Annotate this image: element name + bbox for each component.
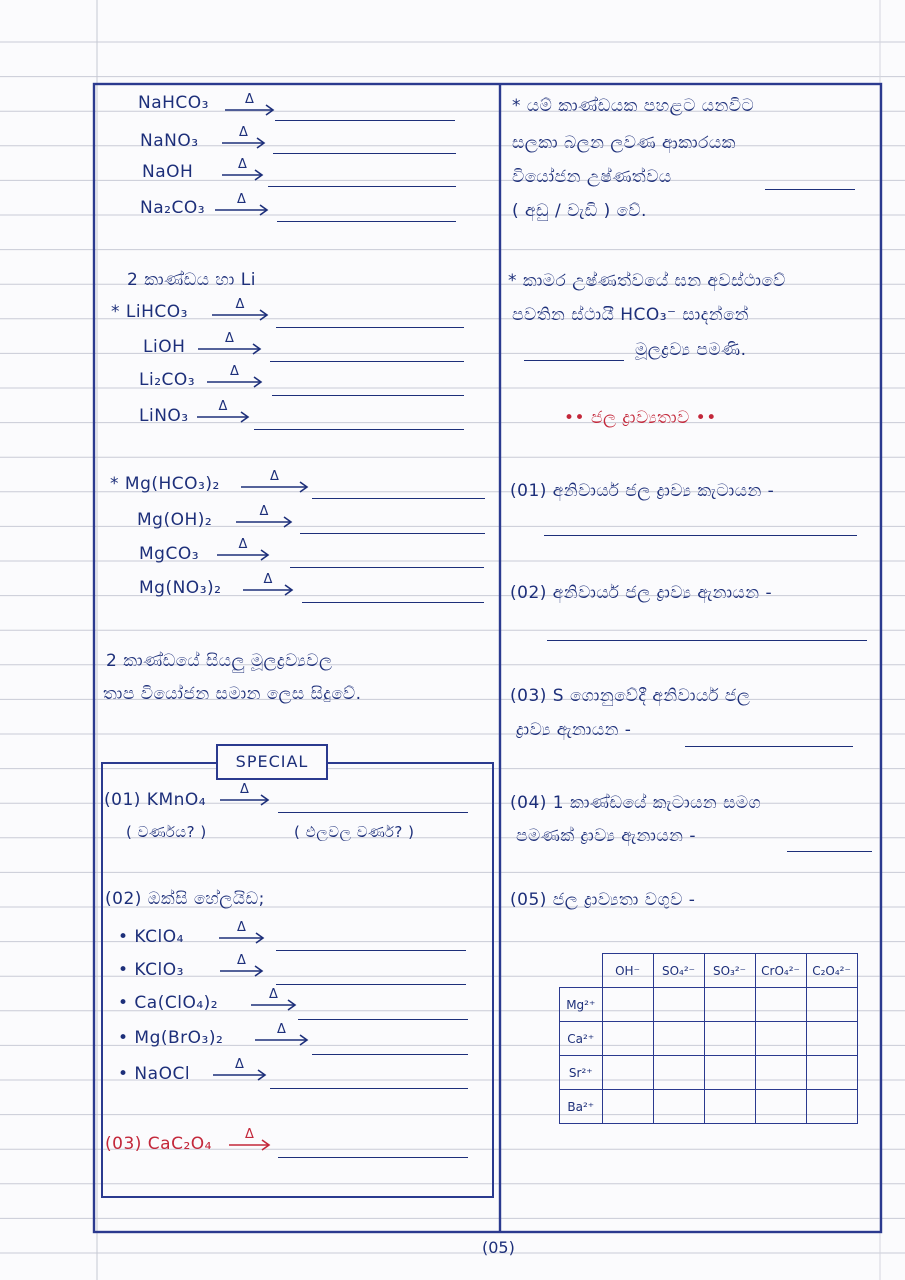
table-cell xyxy=(806,1056,857,1090)
trend-note-line4: ( අඩු / වැඩි ) වේ. xyxy=(512,201,647,221)
table-cell xyxy=(755,1090,806,1124)
svg-text:Δ: Δ xyxy=(238,157,247,172)
table-cell xyxy=(755,1056,806,1090)
svg-text:Δ: Δ xyxy=(245,1127,254,1142)
heat-arrow-icon xyxy=(215,192,271,222)
heat-arrow-icon xyxy=(220,953,266,983)
col-header-cro4: CrO₄²⁻ xyxy=(755,954,806,988)
kmno4-colour-question: ( වර්ණය? ) xyxy=(126,823,207,841)
heat-arrow-icon xyxy=(212,297,271,327)
trend-note-line3: වියෝජන උෂ්ණත්වය xyxy=(512,167,672,187)
reaction-lino3: LiNO₃ xyxy=(139,406,189,426)
answer-line xyxy=(273,153,456,154)
answer-line xyxy=(270,1088,468,1089)
kmno4-products-question: ( ඵලවල වර්ණ? ) xyxy=(294,823,415,841)
answer-line xyxy=(312,498,485,499)
col-header-c2o4: C₂O₄²⁻ xyxy=(806,954,857,988)
answer-line xyxy=(544,535,857,536)
oxy-halides-heading: (02) ඔක්සි හේලයිඩ; xyxy=(105,889,265,909)
svg-text:Δ: Δ xyxy=(240,782,249,797)
answer-line xyxy=(685,746,853,747)
heat-arrow-icon xyxy=(219,920,267,950)
reaction-lioh: LiOH xyxy=(143,337,186,357)
answer-line xyxy=(765,189,855,190)
answer-line xyxy=(298,1019,468,1020)
group2-note-line2: තාප වියෝජන සමාන ලෙස සිදුවේ. xyxy=(103,684,362,704)
answer-line xyxy=(276,950,466,951)
row-header-ca: Ca²⁺ xyxy=(560,1022,603,1056)
hco3-note-line3: මූලද්‍රව්‍ය පමණි. xyxy=(635,340,747,360)
table-cell xyxy=(704,988,755,1022)
reaction-caclo42: • Ca(ClO₄)₂ xyxy=(118,993,219,1013)
page-number: (05) xyxy=(482,1238,515,1257)
table-cell xyxy=(806,1090,857,1124)
answer-line xyxy=(524,360,624,361)
col-header-oh: OH⁻ xyxy=(602,954,653,988)
svg-text:Δ: Δ xyxy=(230,364,239,379)
table-cell xyxy=(602,1056,653,1090)
svg-text:Δ: Δ xyxy=(235,1057,244,1072)
question-04-line2: පමණක් ද්‍රාව්‍ය ඇනායන - xyxy=(516,826,696,846)
heat-arrow-icon xyxy=(197,399,252,429)
special-item-kmno4: (01) KMnO₄ xyxy=(104,790,207,810)
heat-arrow-icon xyxy=(255,1022,311,1052)
answer-line xyxy=(300,533,485,534)
reaction-nahco3: NaHCO₃ xyxy=(138,93,209,113)
reaction-naocl: • NaOCl xyxy=(118,1064,191,1084)
reaction-li2co3: Li₂CO₃ xyxy=(139,370,196,390)
reaction-kclo3: • KClO₃ xyxy=(118,960,184,980)
answer-line xyxy=(272,395,464,396)
answer-line xyxy=(276,984,466,985)
question-02: (02) අනිවාර්ය ජල ද්‍රාව්‍ය ඇනායන - xyxy=(510,583,773,603)
heat-arrow-icon xyxy=(241,469,311,499)
table-cell xyxy=(602,1022,653,1056)
answer-line xyxy=(302,602,484,603)
heat-arrow-icon xyxy=(236,504,295,534)
svg-text:Δ: Δ xyxy=(225,331,234,346)
answer-line xyxy=(278,1157,468,1158)
heat-arrow-icon xyxy=(251,987,299,1017)
trend-note-line2: සලකා බලන ලවණ ආකාරයක xyxy=(512,133,736,153)
group2-note-line1: 2 කාණ්ඩයේ සියලු මූලද්‍රව්‍යවල xyxy=(106,651,333,671)
svg-text:Δ: Δ xyxy=(238,537,248,552)
svg-text:Δ: Δ xyxy=(259,504,269,519)
answer-line xyxy=(290,567,484,568)
heat-arrow-icon xyxy=(222,157,266,187)
li-heading: 2 කාණ්ඩය හා Li xyxy=(127,270,257,290)
heat-arrow-icon xyxy=(217,537,272,567)
answer-line xyxy=(312,1054,468,1055)
table-cell xyxy=(653,1022,704,1056)
svg-text:Δ: Δ xyxy=(263,572,273,587)
heat-arrow-icon xyxy=(207,364,265,394)
reaction-mgbro32: • Mg(BrO₃)₂ xyxy=(118,1028,224,1048)
table-corner xyxy=(560,954,603,988)
question-01: (01) අනිවාර්ය ජල ද්‍රාව්‍ය කැටායන - xyxy=(510,481,775,501)
reaction-cac2o4: (03) CaC₂O₄ xyxy=(105,1134,212,1154)
table-cell xyxy=(602,1090,653,1124)
svg-text:Δ: Δ xyxy=(270,469,279,484)
svg-text:Δ: Δ xyxy=(245,92,254,107)
reaction-mgoh2: Mg(OH)₂ xyxy=(137,510,213,530)
row-header-ba: Ba²⁺ xyxy=(560,1090,603,1124)
heat-arrow-icon xyxy=(213,1057,269,1087)
heat-arrow-icon xyxy=(243,572,296,602)
solubility-section-title: •• ජල ද්‍රාව්‍යතාව •• xyxy=(564,408,717,428)
reaction-mghco3: * Mg(HCO₃)₂ xyxy=(110,474,220,494)
trend-note-line1: * යම් කාණ්ඩයක පහළට යනවිට xyxy=(512,96,755,116)
heat-arrow-icon xyxy=(229,1127,273,1157)
answer-line xyxy=(278,812,468,813)
hco3-note-line2: පවතින ස්ථායී HCO₃⁻ සාදන්නේ xyxy=(512,305,749,325)
svg-text:Δ: Δ xyxy=(237,920,246,935)
table-cell xyxy=(704,1056,755,1090)
table-cell xyxy=(755,988,806,1022)
row-header-mg: Mg²⁺ xyxy=(560,988,603,1022)
svg-text:Δ: Δ xyxy=(239,125,248,140)
question-05: (05) ජල ද්‍රාව්‍යතා වගුව - xyxy=(510,890,696,910)
special-label: SPECIAL xyxy=(216,744,328,780)
hco3-note-line1: * කාමර උෂ්ණත්වයේ ඝන අවස්ථාවේ xyxy=(508,271,786,291)
reaction-mgco3: MgCO₃ xyxy=(139,544,200,564)
table-cell xyxy=(602,988,653,1022)
table-cell xyxy=(653,1056,704,1090)
question-03-line2: ද්‍රාව්‍ය ඇනායන - xyxy=(516,720,632,740)
reaction-nano3: NaNO₃ xyxy=(140,131,199,151)
table-cell xyxy=(653,988,704,1022)
reaction-na2co3: Na₂CO₃ xyxy=(140,198,206,218)
heat-arrow-icon xyxy=(220,782,272,812)
heat-arrow-icon xyxy=(198,331,264,361)
solubility-table xyxy=(559,953,858,1124)
question-03-line1: (03) S ගොනුවේදී අනිවාර්ය ජල xyxy=(510,686,751,706)
table-cell xyxy=(653,1090,704,1124)
answer-line xyxy=(275,120,455,121)
reaction-kclo4: • KClO₄ xyxy=(118,927,184,947)
table-cell xyxy=(704,1090,755,1124)
reaction-lihco3: * LiHCO₃ xyxy=(111,302,188,322)
svg-text:Δ: Δ xyxy=(269,987,278,1002)
answer-line xyxy=(787,851,872,852)
answer-line xyxy=(276,327,464,328)
col-header-so3: SO₃²⁻ xyxy=(704,954,755,988)
reaction-naoh: NaOH xyxy=(142,162,194,182)
table-cell xyxy=(755,1022,806,1056)
heat-arrow-icon xyxy=(225,92,277,122)
question-04-line1: (04) 1 කාණ්ඩයේ කැටායන සමග xyxy=(510,793,762,813)
reaction-mgno3: Mg(NO₃)₂ xyxy=(139,578,222,598)
answer-line xyxy=(547,640,867,641)
table-cell xyxy=(704,1022,755,1056)
answer-line xyxy=(277,221,456,222)
answer-line xyxy=(270,361,464,362)
table-cell xyxy=(806,1022,857,1056)
table-cell xyxy=(806,988,857,1022)
col-header-so4: SO₄²⁻ xyxy=(653,954,704,988)
svg-text:Δ: Δ xyxy=(277,1022,286,1037)
heat-arrow-icon xyxy=(222,125,268,155)
answer-line xyxy=(268,186,456,187)
svg-text:Δ: Δ xyxy=(218,399,228,414)
svg-text:Δ: Δ xyxy=(237,192,246,207)
svg-text:Δ: Δ xyxy=(237,953,246,968)
answer-line xyxy=(254,429,464,430)
row-header-sr: Sr²⁺ xyxy=(560,1056,603,1090)
svg-text:Δ: Δ xyxy=(235,297,245,312)
